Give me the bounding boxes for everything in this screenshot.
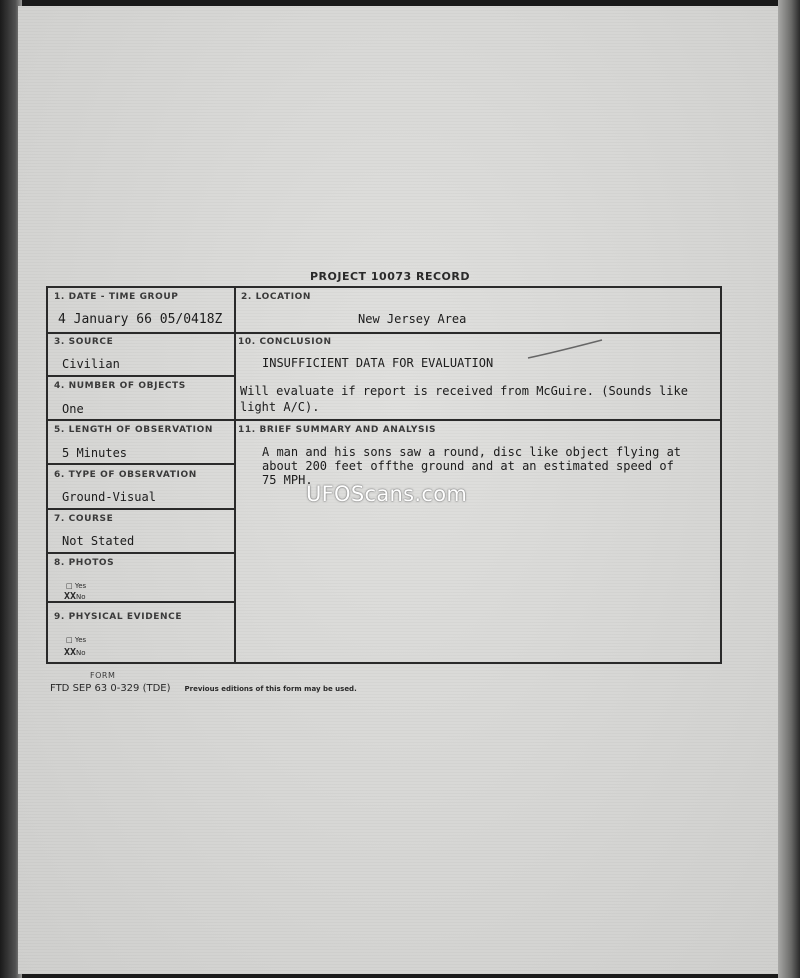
form-title: PROJECT 10073 RECORD — [309, 270, 470, 283]
conclusion-value: INSUFFICIENT DATA FOR EVALUATION — [262, 356, 494, 370]
type-label: 6. TYPE OF OBSERVATION — [54, 470, 197, 480]
physical-evidence-label: 9. PHYSICAL EVIDENCE — [54, 612, 183, 622]
footer-form-id — [50, 683, 357, 694]
num-objects-label: 4. NUMBER OF OBJECTS — [54, 381, 186, 391]
summary-line1: A man and his sons saw a round, disc like object flying at — [262, 445, 682, 459]
photos-label: 8. PHOTOS — [54, 558, 115, 568]
footer-note: Previous editions of this form may be used. — [184, 685, 357, 693]
source-value: Civilian — [62, 357, 120, 371]
row-divider — [48, 419, 234, 421]
course-label: 7. COURSE — [54, 514, 114, 524]
row-divider — [48, 463, 234, 465]
physical-check-mark: XX — [64, 647, 77, 658]
row-divider — [234, 419, 722, 421]
row-divider — [48, 332, 234, 334]
physical-yes-text: Yes — [74, 636, 87, 644]
photos-no-option — [64, 591, 86, 602]
conclusion-note-line2: light A/C). — [240, 400, 320, 414]
date-label: 1. DATE - TIME GROUP — [54, 292, 179, 302]
length-label: 5. LENGTH OF OBSERVATION — [54, 425, 213, 435]
photos-yes-option: □ Yes — [66, 582, 87, 590]
column-divider — [234, 288, 236, 662]
length-value: 5 Minutes — [62, 446, 128, 460]
row-divider — [48, 375, 234, 377]
location-label: 2. LOCATION — [241, 292, 312, 302]
photos-check-mark: XX — [64, 591, 77, 602]
photos-no-text: No — [76, 593, 86, 601]
location-value: New Jersey Area — [358, 312, 467, 326]
scan-right-edge — [778, 0, 800, 978]
summary-line2: about 200 feet offthe ground and at an estimated speed of — [262, 459, 674, 473]
source-label: 3. SOURCE — [54, 337, 114, 347]
summary-label: 11. BRIEF SUMMARY AND ANALYSIS — [238, 425, 437, 435]
pencil-mark — [526, 338, 606, 362]
summary-line3: 75 MPH. — [262, 473, 313, 487]
physical-no-text: No — [76, 649, 86, 657]
row-divider — [234, 332, 722, 334]
conclusion-note-line1: Will evaluate if report is received from McGuire. (Sounds like — [240, 384, 688, 398]
conclusion-label: 10. CONCLUSION — [238, 337, 332, 347]
row-divider — [48, 508, 234, 510]
record-form — [46, 286, 722, 664]
watermark: UFOScans.com — [306, 482, 468, 506]
num-objects-value: One — [62, 402, 84, 416]
type-value: Ground-Visual — [62, 490, 156, 504]
physical-no-option — [64, 647, 86, 658]
photos-yes-text: Yes — [74, 582, 87, 590]
date-value: 4 January 66 05/0418Z — [58, 312, 223, 327]
course-value: Not Stated — [62, 534, 135, 548]
form-id-text: FTD SEP 63 0-329 (TDE) — [50, 683, 171, 694]
row-divider — [48, 552, 234, 554]
footer-form-word: FORM — [90, 671, 116, 680]
physical-yes-option: □ Yes — [66, 636, 87, 644]
